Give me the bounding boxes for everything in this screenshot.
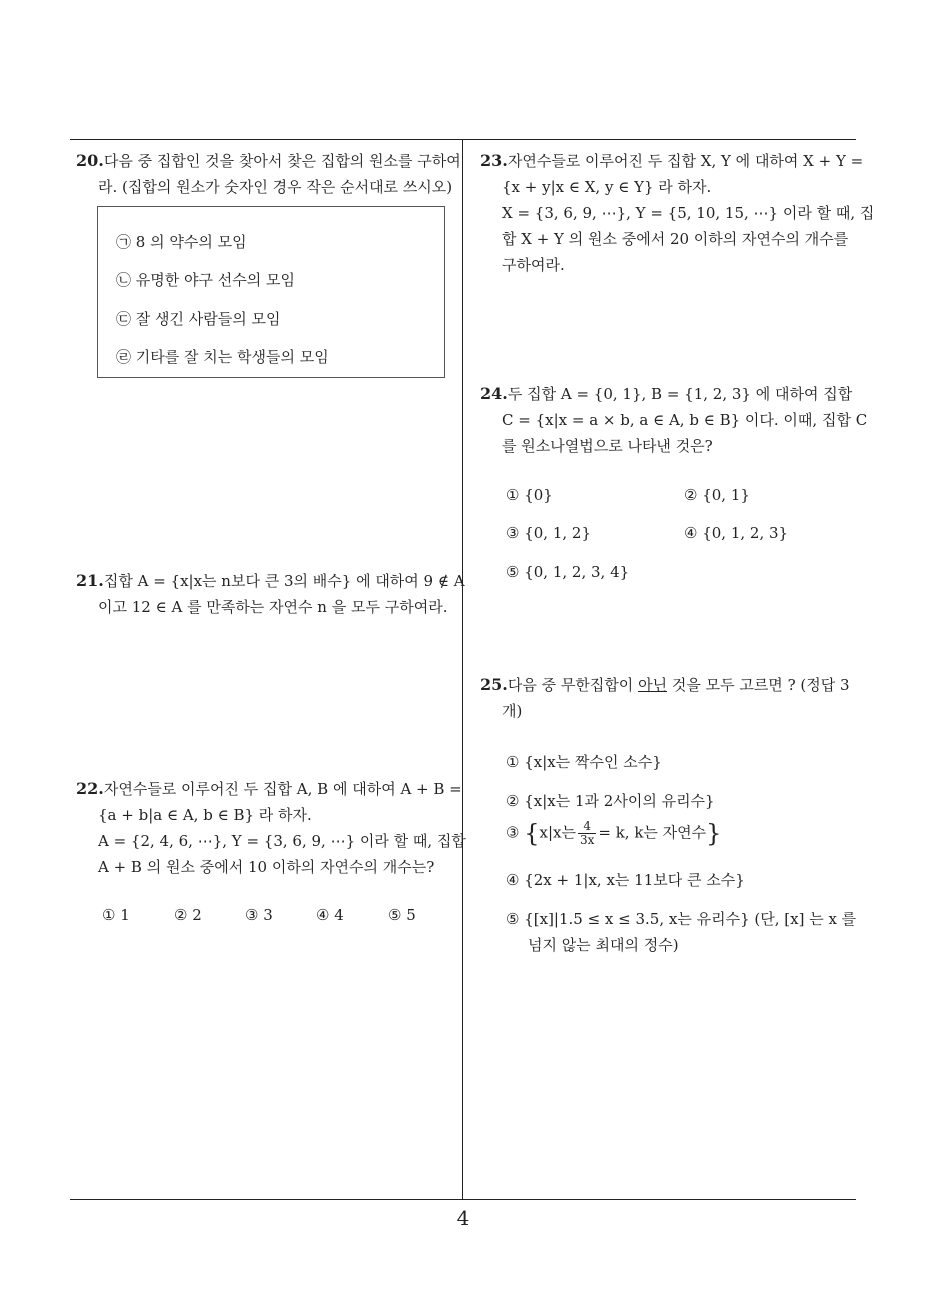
question-number: 20. [76, 151, 104, 170]
question-24 [480, 381, 868, 459]
question-text: 라. (집합의 원소가 숫자인 경우 작은 순서대로 쓰시오) [98, 178, 453, 196]
column-divider [462, 139, 463, 1200]
right-brace: } [706, 819, 722, 848]
box-item: ㉣ 기타를 잘 치는 학생들의 모임 [116, 348, 329, 366]
choice[interactable]: ③ {0, 1, 2} [506, 524, 592, 542]
question-20 [76, 148, 461, 200]
question-number: 24. [480, 384, 508, 403]
question-text: A + B 의 원소 중에서 10 이하의 자연수의 개수는? [98, 858, 435, 876]
choice[interactable]: ② {x|x는 1과 2사이의 유리수} [506, 792, 715, 810]
choice[interactable]: ① {0} [506, 486, 553, 504]
choice[interactable]: ① {x|x는 짝수인 소수} [506, 753, 662, 771]
page-number: 4 [456, 1206, 470, 1230]
question-text: 를 원소나열법으로 나타낸 것은? [502, 437, 713, 455]
choice[interactable] [506, 820, 721, 847]
question-text: 합 X + Y 의 원소 중에서 20 이하의 자연수의 개수를 [502, 230, 849, 248]
choice[interactable]: ② 2 [174, 906, 202, 924]
question-text: 다음 중 집합인 것을 찾아서 찾은 집합의 원소를 구하여 [103, 152, 461, 170]
question-23 [480, 148, 875, 278]
question-text: 두 집합 A = {0, 1}, B = {1, 2, 3} 에 대하여 집합 [507, 385, 853, 403]
question-text: 구하여라. [502, 256, 565, 274]
choice[interactable]: ⑤ {[x]|1.5 ≤ x ≤ 3.5, x는 유리수} (단, [x] 는 x 를 [506, 910, 857, 928]
question-text: 다음 중 무한집합이 [507, 676, 639, 694]
left-brace: { [524, 819, 540, 848]
question-21 [76, 568, 465, 620]
question-text: X = {3, 6, 9, ⋯}, Y = {5, 10, 15, ⋯} 이라 할 때, 집 [502, 204, 875, 222]
question-number: 23. [480, 151, 508, 170]
question-text: 자연수들로 이루어진 두 집합 A, B 에 대하여 A + B = [103, 780, 462, 798]
choice-continuation: 넘지 않는 최대의 정수) [528, 936, 679, 954]
choice[interactable]: ② {0, 1} [684, 486, 750, 504]
question-text: C = {x|x = a × b, a ∈ A, b ∈ B} 이다. 이때, 집합 C [502, 411, 868, 429]
question-text: 자연수들로 이루어진 두 집합 X, Y 에 대하여 X + Y = [507, 152, 864, 170]
condition-box [97, 206, 445, 378]
top-rule [70, 139, 856, 140]
choice-text: = k, k는 자연수 [598, 823, 707, 842]
question-number: 21. [76, 571, 104, 590]
question-text: 이고 12 ∈ A 를 만족하는 자연수 n 을 모두 구하여라. [98, 598, 448, 616]
bottom-rule [70, 1199, 856, 1200]
question-text: {x + y|x ∈ X, y ∈ Y} 라 하자. [502, 178, 712, 196]
fraction-denominator: 3x [579, 833, 595, 847]
box-item: ㉠ 8 의 약수의 모임 [116, 233, 247, 251]
question-text: 집합 A = {x|x는 n보다 큰 3의 배수} 에 대하여 9 ∉ A [103, 572, 465, 590]
choice[interactable]: ④ 4 [316, 906, 344, 924]
question-number: 25. [480, 675, 508, 694]
choice[interactable]: ④ {2x + 1|x, x는 11보다 큰 소수} [506, 871, 745, 889]
choice-marker: ③ [506, 823, 525, 842]
choice-text: x|x는 [539, 823, 576, 842]
underlined-word: 아닌 [638, 676, 668, 694]
choice[interactable]: ⑤ 5 [388, 906, 416, 924]
question-text: {a + b|a ∈ A, b ∈ B} 라 하자. [98, 806, 312, 824]
question-text: A = {2, 4, 6, ⋯}, Y = {3, 6, 9, ⋯} 이라 할 때, 집합 [98, 832, 466, 850]
choice[interactable]: ③ 3 [245, 906, 273, 924]
question-25 [480, 672, 858, 724]
box-item: ㉡ 유명한 야구 선수의 모임 [116, 271, 295, 289]
question-text: 것을 모두 고르면 ? (정답 3 [667, 676, 850, 694]
choice[interactable]: ④ {0, 1, 2, 3} [684, 524, 789, 542]
question-22 [76, 776, 466, 880]
box-item: ㉢ 잘 생긴 사람들의 모임 [116, 310, 281, 328]
question-number: 22. [76, 779, 104, 798]
fraction-numerator: 4 [578, 820, 596, 834]
choice[interactable]: ① 1 [102, 906, 130, 924]
fraction [578, 820, 596, 847]
question-text: 개) [502, 702, 523, 720]
choice[interactable]: ⑤ {0, 1, 2, 3, 4} [506, 563, 630, 581]
